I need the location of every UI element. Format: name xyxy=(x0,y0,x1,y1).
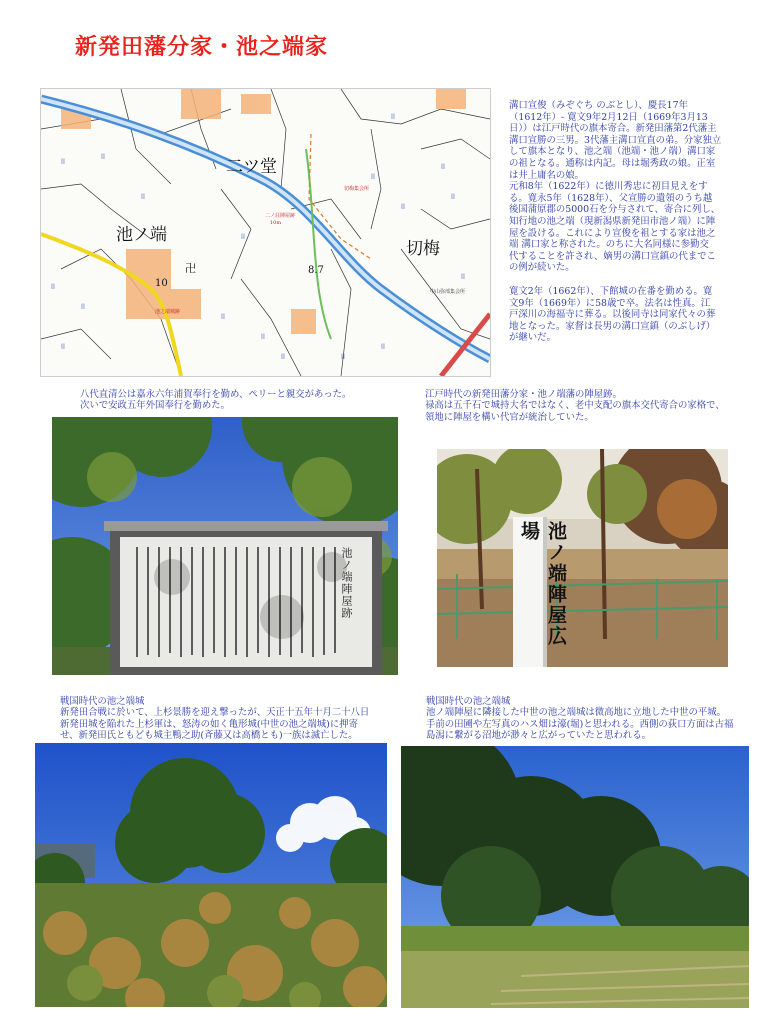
pillar-inscription: 池ノ端陣屋広場 xyxy=(518,521,567,647)
caption-sengoku-castle-left: 戦国時代の池之端城 新発田合戦に於いて、上杉景勝を迎え撃ったが、天正十五年十月二十八日 新発田城を陥れた上杉軍は、怒涛の如く亀形城(中世の池之端城)に押寄 せ、新発田氏ともども城主鴨之助(斉藤又は高橋とも)一族は滅亡した。 xyxy=(60,696,370,742)
map-label-jinya: 二ノ荘陣屋跡 xyxy=(265,213,296,219)
caption-sengoku-castle-right: 戦国時代の池之端城 池ノ端陣屋に隣接した中世の池之端城は微高地に立地した中世の平城。 手前の田圃や左写真のハス畑は濠(堀)と思われる。西側の荻口方面は古福 島潟に繋がる沼地が渺々と広がっていたと思われる。 xyxy=(426,696,734,742)
signboard-photo xyxy=(52,417,398,675)
svg-text:ll: ll xyxy=(281,353,285,361)
map-label-ikenohata: 池ノ端 xyxy=(116,225,167,245)
jinya-park-photo xyxy=(437,449,728,667)
svg-text:ll: ll xyxy=(401,203,405,211)
svg-text:ll: ll xyxy=(61,343,65,351)
svg-text:ll: ll xyxy=(51,283,55,291)
svg-text:ll: ll xyxy=(101,153,105,161)
caption-naokiyo: 八代直清公は嘉永六年浦賀奉行を勤め、ペリーと親交があった。 次いで安政五年外国奉行を勤めた。 xyxy=(80,389,352,412)
map-label-futatsudo: 二ツ堂 xyxy=(226,157,277,177)
map-label-hall-kiriume: 切梅集会所 xyxy=(344,186,370,192)
temple-symbol-icon: 卍 xyxy=(185,262,196,275)
svg-text:ll: ll xyxy=(461,273,465,281)
svg-text:ll: ll xyxy=(81,303,85,311)
svg-text:ll: ll xyxy=(371,173,375,181)
map-label-10m: 10m xyxy=(270,220,282,226)
svg-text:ll: ll xyxy=(221,313,225,321)
map-elevation-10: 10 xyxy=(155,278,168,289)
map-label-kiriume: 切梅 xyxy=(406,239,440,259)
biography-block xyxy=(509,100,759,344)
location-map xyxy=(40,88,491,377)
castle-site-photo xyxy=(401,746,749,1008)
lotus-field-photo xyxy=(35,743,387,1007)
biography-paragraph-1: 溝口宣俊（みぞぐち のぶとし）、慶長17年 （1612年）- 寛文9年2月12日（1669年3月13 日））は江戸時代の旗本寄合。新発田藩第2代藩主 溝口宣勝の三男。3代藩主溝口宣直の弟。分家独立 して旗本となり、池之端（池端・池ノ端）溝口家 の祖となる。通称は内記。母は堀秀政の娘。正室 は井上庸名の娘。 元和8年（1622年）に徳川秀忠に初目見えをす る。寛永5年（1628年）、父宣勝の遺領のうち越 後国蒲原郡の5000石を分与されて、寄合に列し、 知行地の池之端（現新潟県新発田市池ノ端）に陣 屋を設ける。これにより宣俊を祖とする家は池之 端 溝口家と称された。のちに大名同様に参勤交 代することを許され、嫡男の溝口宣鎮の代までこ の例が続いた。 xyxy=(509,100,722,274)
signboard-title: 池ノ端陣屋跡 xyxy=(340,547,353,619)
svg-text:ll: ll xyxy=(441,163,445,171)
svg-text:ll: ll xyxy=(391,113,395,121)
svg-text:ll: ll xyxy=(141,193,145,201)
svg-text:ll: ll xyxy=(261,333,265,341)
svg-text:ll: ll xyxy=(61,158,65,166)
map-elevation-8-7: 8.7 xyxy=(308,265,324,276)
map-label-castle: 池之端城跡 xyxy=(155,309,181,315)
caption-jinya-site: 江戸時代の新発田藩分家・池ノ端藩の陣屋跡。 禄高は五千石で城持大名ではなく、老中支配の旗本交代寄合の家格で、 領地に陣屋を構い代官が統治していた。 xyxy=(425,389,725,423)
page-title: 新発田藩分家・池之端家 xyxy=(75,34,329,60)
svg-text:ll: ll xyxy=(241,233,245,241)
biography-paragraph-2: 寛文2年（1662年）、下館城の在番を勤める。寛 文9年（1669年）に58歳で卒。法名は性真。江 戸深川の海福寺に葬る。以後同寺は同家代々の葬 地となった。家督は長男の溝口宣鎮（のぶしげ） が継いだ。 xyxy=(509,285,716,344)
svg-text:ll: ll xyxy=(451,193,455,201)
svg-text:ll: ll xyxy=(381,343,385,351)
map-label-hall-nakayama: 中山弥部集会所 xyxy=(430,289,466,295)
svg-text:ll: ll xyxy=(341,353,345,361)
